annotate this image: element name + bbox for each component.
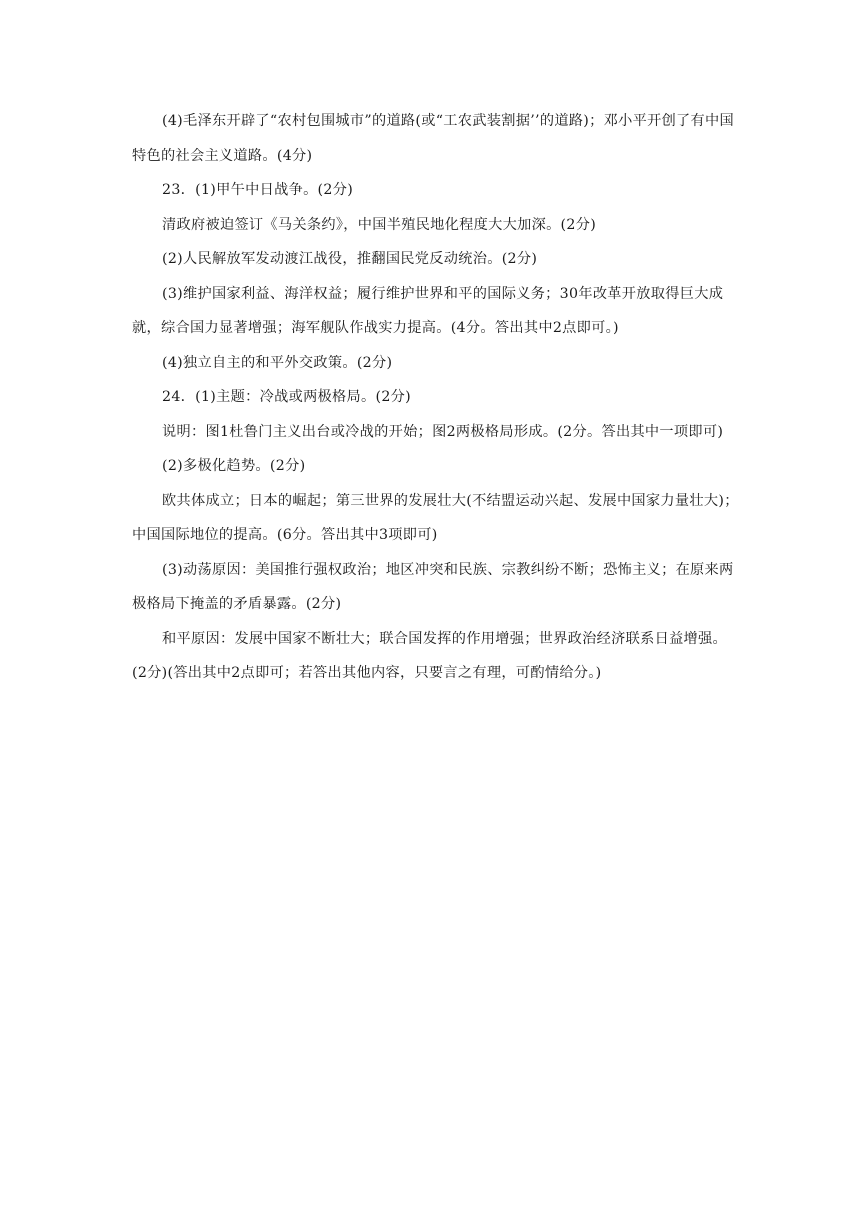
answer-23-part-2: (2)人民解放军发动渡江战役，推翻国民党反动统治。(2分)	[162, 251, 538, 267]
answer-key-text	[132, 104, 744, 691]
answer-22-part-4: (4)毛泽东开辟了“农村包围城市”的道路(或“工农武装割据’’的道路)；邓小平开创了有中国特色的社会主义道路。(4分)	[132, 113, 735, 164]
answer-24-part-1-detail: 说明：图1杜鲁门主义出台或冷战的开始；图2两极格局形成。(2分。答出其中一项即可)	[162, 423, 724, 440]
answer-24-part-3-detail: 和平原因：发展中国家不断壮大；联合国发挥的作用增强；世界政治经济联系日益增强。 (2分)(答出其中2点即可；若答出其他内容，只要言之有理，可酌情给分。)	[132, 630, 728, 681]
answer-24-part-3: (3)动荡原因：美国推行强权政治；地区冲突和民族、宗教纠纷不断；恐怖主义；在原来两极格局下掩盖的矛盾暴露。(2分)	[132, 561, 734, 612]
answer-23-part-4: (4)独立自主的和平外交政策。(2分)	[162, 354, 393, 371]
answer-23-part-1-detail: 清政府被迫签订《马关条约》，中国半殖民地化程度大大加深。(2分)	[162, 216, 597, 233]
answer-24-part-1: 24．(1)主题：冷战或两极格局。(2分)	[162, 389, 411, 405]
answer-24-part-2-detail: 欧共体成立；日本的崛起；第三世界的发展壮大(不结盟运动兴起、发展中国家力量壮大)；中国国际地位的提高。(6分。答出其中3项即可)	[132, 492, 739, 543]
answer-23-part-1: 23．(1)甲午中日战争。(2分)	[162, 182, 354, 198]
answer-24-part-2: (2)多极化趋势。(2分)	[162, 458, 306, 474]
answer-23-part-3: (3)维护国家利益、海洋权益；履行维护世界和平的国际义务；30年改革开放取得巨大成就，综合国力显著增强；海军舰队作战实力提高。(4分。答出其中2点即可。)	[132, 285, 724, 336]
